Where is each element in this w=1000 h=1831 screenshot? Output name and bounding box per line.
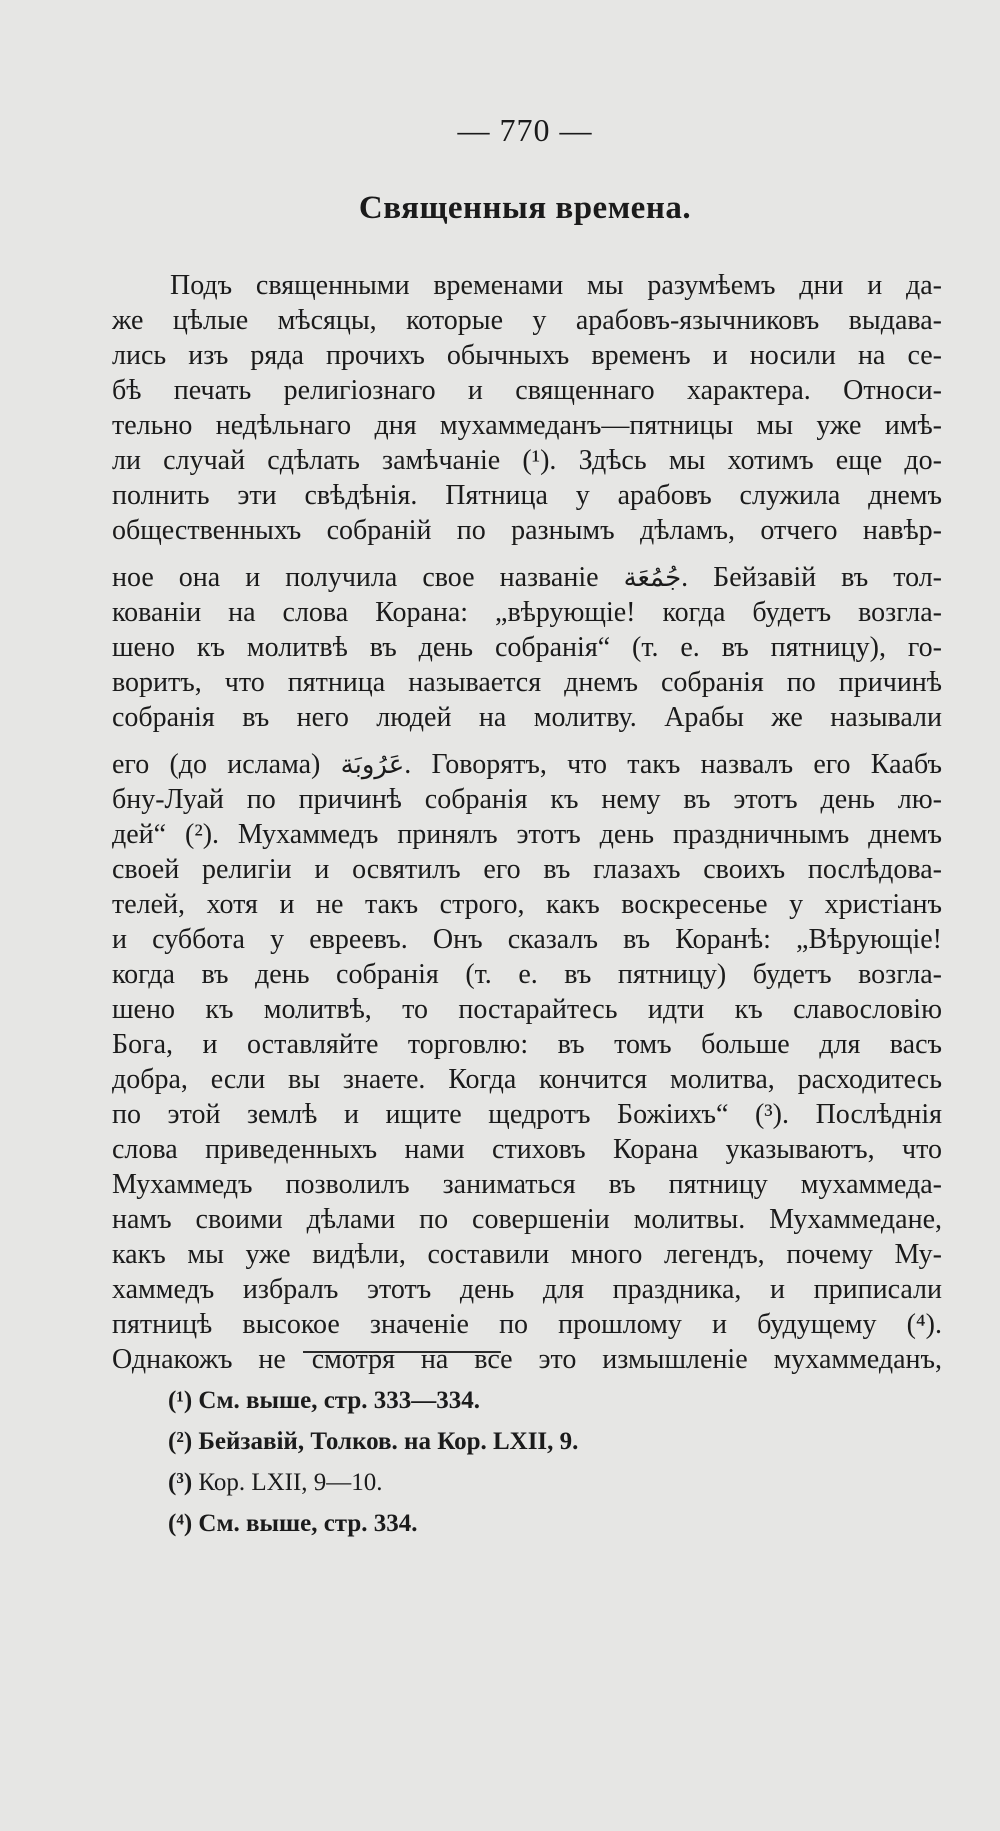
text-line: тельно недѣльнаго дня мухаммеданъ—пятницы мы уже имѣ- xyxy=(112,410,942,441)
footnote xyxy=(168,1462,868,1503)
footnote-text: См. выше, стр. 334. xyxy=(198,1510,418,1537)
text-line: дей“ (²). Мухаммедъ принялъ этотъ день праздничнымъ днемъ xyxy=(112,819,942,850)
footnote-marker: (¹) xyxy=(168,1387,193,1414)
footnote-marker: (³) xyxy=(168,1469,193,1496)
footnotes xyxy=(168,1380,868,1544)
text-line: шено къ молитвѣ въ день собранія“ (т. е. въ пятницу), го- xyxy=(112,632,942,663)
text-line: намъ своими дѣлами по совершеніи молитвы. Мухаммедане, xyxy=(112,1204,942,1235)
text-line: бѣ печать религіознаго и священнаго характера. Относи- xyxy=(112,375,942,406)
arabic-term: عَرُوبَة xyxy=(340,750,405,780)
text-line: Однакожъ не смотря на все это измышленіе мухаммеданъ, xyxy=(112,1344,942,1375)
footnote-marker: (⁴) xyxy=(168,1510,193,1537)
text-line: добра, если вы знаете. Когда кончится молитва, расходитесь xyxy=(112,1064,942,1095)
body-text xyxy=(112,268,942,1377)
text-line: своей религіи и освятилъ его въ глазахъ своихъ послѣдова- xyxy=(112,854,942,885)
text-line: ли случай сдѣлать замѣчаніе (¹). Здѣсь мы хотимъ еще до- xyxy=(112,445,942,476)
text-line: бну-Луай по причинѣ собранія къ нему въ этотъ день лю- xyxy=(112,784,942,815)
text-line: шено къ молитвѣ, то постарайтесь идти къ славословію xyxy=(112,994,942,1025)
section-title: Священныя времена. xyxy=(358,190,692,226)
page-number: — 770 — xyxy=(457,112,593,148)
text-line: пятницѣ высокое значеніе по прошлому и будущему (⁴). xyxy=(112,1309,942,1340)
footnote-text: Бейзавій, Толков. на Кор. LXII, 9. xyxy=(198,1428,579,1455)
text-line: полнить эти свѣдѣнія. Пятница у арабовъ служила днемъ xyxy=(112,480,942,511)
footnote-text: Кор. LXII, 9—10. xyxy=(198,1469,383,1496)
arabic-term: جُمُعَة xyxy=(623,563,682,593)
text-line: какъ мы уже видѣли, составили много легендъ, почему Му- xyxy=(112,1239,942,1270)
text-line: же цѣлые мѣсяцы, которые у арабовъ-язычниковъ выдава- xyxy=(112,305,942,336)
text-line: его (до ислама) عَرُوبَة. Говорятъ, что такъ назвалъ его Каабъ xyxy=(112,749,943,780)
text-line: воритъ, что пятница называется днемъ собранія по причинѣ xyxy=(112,667,942,698)
text-line: общественныхъ собраній по разнымъ дѣламъ, отчего навѣр- xyxy=(112,515,942,546)
text-line: слова приведенныхъ нами стиховъ Корана указываютъ, что xyxy=(112,1134,942,1165)
text-line: Подъ священными временами мы разумѣемъ дни и да- xyxy=(170,270,942,301)
text-line: по этой землѣ и ищите щедротъ Божіихъ“ (³). Послѣднія xyxy=(112,1099,942,1130)
footnote xyxy=(168,1380,868,1421)
footnote xyxy=(168,1503,868,1544)
text-line: собранія въ него людей на молитву. Арабы же называли xyxy=(112,702,942,733)
text-line: ное она и получила свое названіе جُمُعَة. Бейзавій въ тол- xyxy=(112,562,943,593)
text-line: Бога, и оставляйте торговлю: въ томъ больше для васъ xyxy=(112,1029,942,1060)
text-line: лись изъ ряда прочихъ обычныхъ временъ и носили на се- xyxy=(112,340,942,371)
footnote-text: См. выше, стр. 333—334. xyxy=(198,1387,481,1414)
text-line: телей, хотя и не такъ строго, какъ воскресенье у христіанъ xyxy=(112,889,942,920)
footnote-divider xyxy=(303,1351,501,1353)
text-line: Мухаммедъ позволилъ заниматься въ пятницу мухаммеда- xyxy=(112,1169,942,1200)
text-line: и суббота у евреевъ. Онъ сказалъ въ Коранѣ: „Вѣрующіе! xyxy=(112,924,942,955)
text-line: хаммедъ избралъ этотъ день для праздника, и приписали xyxy=(112,1274,942,1305)
footnote-marker: (²) xyxy=(168,1428,193,1455)
footnote xyxy=(168,1421,868,1462)
text-line: кованіи на слова Корана: „вѣрующіе! когда будетъ возгла- xyxy=(112,597,942,628)
text-line: когда въ день собранія (т. е. въ пятницу) будетъ возгла- xyxy=(112,959,942,990)
